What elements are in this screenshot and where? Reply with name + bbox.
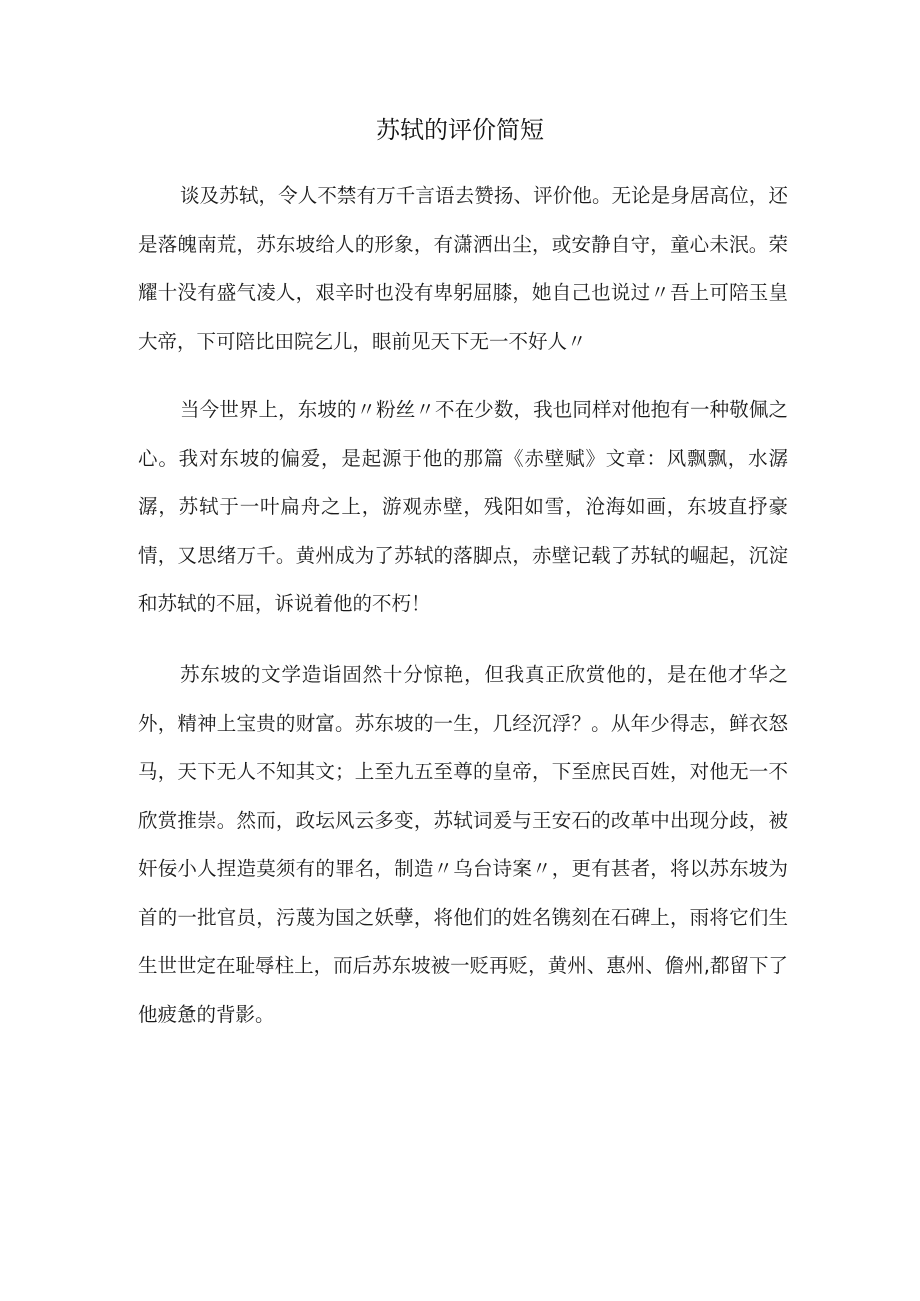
paragraph-3: 苏东坡的文学造诣固然十分惊艳，但我真正欣赏他的，是在他才华之外，精神上宝贵的财富。苏东坡的一生，几经沉浮？。从年少得志，鲜衣怒马，天下无人不知其文；上至九五至尊的皇帝，下至庶民百姓，对他无一不欣赏推崇。然而，政坛风云多变，苏轼词爰与王安石的改革中出现分歧，被奸佞小人捏造莫须有的罪名，制造〃乌台诗案〃，更有甚者，将以苏东坡为首的一批官员，污蔑为国之妖孽，将他们的姓名镌刻在石碑上，雨将它们生生世世定在耻辱柱上，而后苏东坡被一贬再贬，黄州、惠州、儋州,都留下了他疲惫的背影。 bbox=[138, 663, 788, 1026]
document-title: 苏轼的评价简短 bbox=[376, 116, 544, 144]
paragraph-1: 谈及苏轼，令人不禁有万千言语去赞扬、评价他。无论是身居高位，还是落魄南荒，苏东坡给人的形象，有潇洒出尘，或安静自守，童心未泯。荣耀十没有盛气凌人，艰辛时也没有卑躬屈膝，她自己也说过〃吾上可陪玉皇大帝，下可陪比田院乞儿，眼前见天下无一不好人〃 bbox=[138, 184, 788, 353]
paragraph-2: 当今世界上，东坡的〃粉丝〃不在少数，我也同样对他抱有一种敬佩之心。我对东坡的偏爱，是起源于他的那篇《赤壁赋》文章：风飘飘，水潺潺，苏轼于一叶扁舟之上，游观赤壁，残阳如雪，沧海如画，东坡直抒豪情，又思绪万千。黄州成为了苏轼的落脚点，赤壁记载了苏轼的崛起，沉淀和苏轼的不屈，诉说着他的不朽！ bbox=[138, 398, 788, 615]
